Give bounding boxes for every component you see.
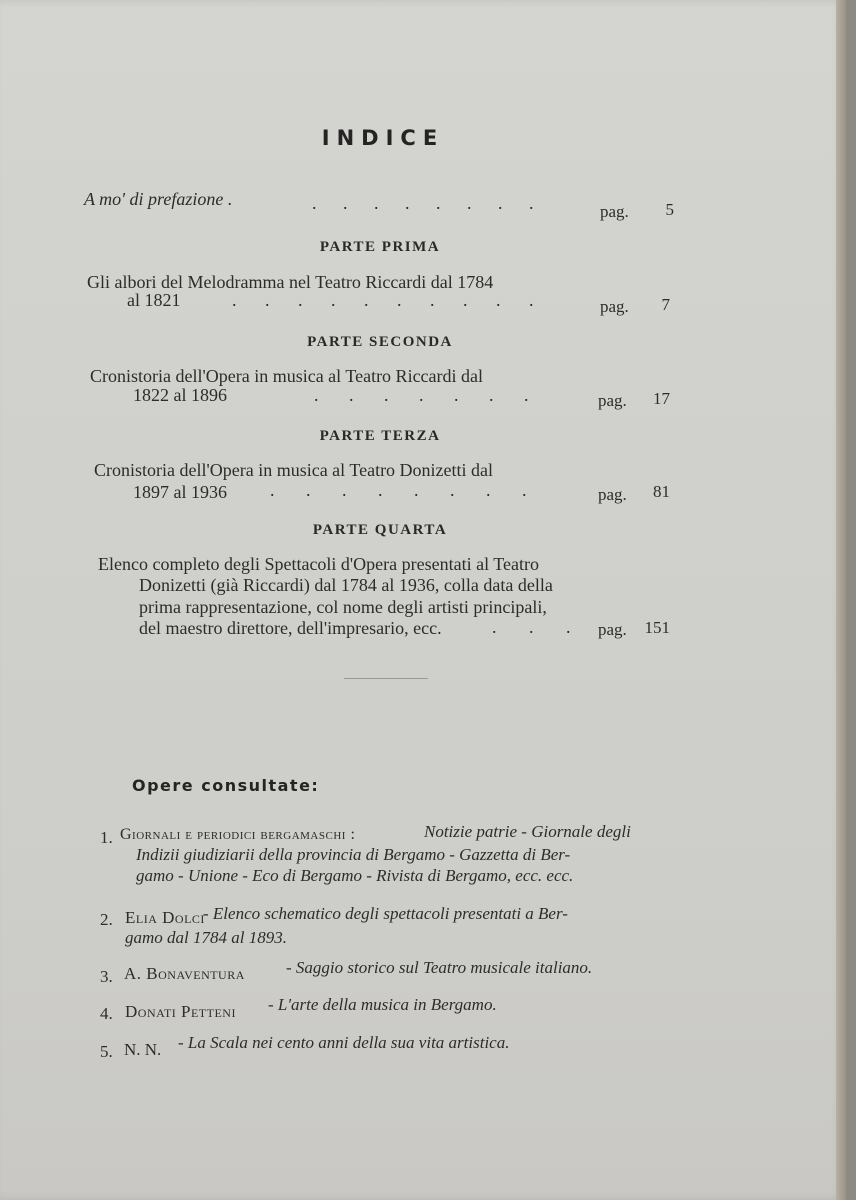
part-entry-line: 1822 al 1896	[133, 385, 227, 405]
preface-page-number: 5	[665, 200, 674, 219]
source-title: - Elenco schematico degli spettacoli presentati a Ber-	[203, 904, 568, 923]
sources-heading: Opere consultate:	[132, 776, 320, 795]
part-heading: PARTE PRIMA	[319, 239, 441, 255]
source-title: - L'arte della musica in Bergamo.	[268, 995, 497, 1014]
part-heading: PARTE TERZA	[319, 428, 441, 444]
source-title: gamo - Unione - Eco di Bergamo - Rivista di Bergamo, ecc. ecc.	[136, 866, 574, 885]
part-entry-dots: . . . . . . . . . .	[232, 290, 534, 310]
page-edge	[836, 0, 846, 1200]
source-title: Indizii giudiziarii della provincia di Bergamo - Gazzetta di Ber-	[136, 845, 571, 864]
source-number: 4.	[100, 1004, 113, 1023]
index-title: INDICE	[321, 126, 445, 150]
part-entry-pag: pag.	[600, 297, 629, 316]
part-entry-line: 1897 al 1936	[133, 482, 227, 502]
part-entry-line: Gli albori del Melodramma nel Teatro Riccardi dal 1784	[87, 272, 494, 292]
part-entry-pag: pag.	[598, 485, 627, 504]
part-entry-pag: pag.	[598, 620, 627, 639]
source-number: 1.	[100, 828, 113, 847]
part-entry-dots: . . .	[492, 617, 571, 637]
part-entry-line: Cronistoria dell'Opera in musica al Teatro Riccardi dal	[90, 366, 484, 386]
part-entry-line: prima rappresentazione, col nome degli artisti principali,	[139, 597, 547, 617]
source-author: N. N.	[124, 1040, 162, 1059]
part-entry-line: Elenco completo degli Spettacoli d'Opera presentati al Teatro	[98, 554, 539, 574]
part-heading: PARTE SECONDA	[307, 334, 453, 350]
part-entry-page-number: 151	[644, 618, 670, 637]
part-heading: PARTE QUARTA	[312, 522, 448, 538]
part-entry-line: al 1821	[127, 290, 181, 310]
part-entry-line: Donizetti (già Riccardi) dal 1784 al 1936, colla data della	[139, 575, 553, 595]
source-title: gamo dal 1784 al 1893.	[125, 928, 287, 947]
part-entry-dots: . . . . . . . .	[270, 480, 527, 500]
source-title: Notizie patrie - Giornale degli	[424, 822, 631, 841]
preface-pag: pag.	[600, 202, 629, 221]
part-entry-page-number: 81	[653, 482, 670, 501]
source-number: 2.	[100, 910, 113, 929]
preface-label: A mo' di prefazione .	[84, 189, 233, 209]
source-author: Donati Petteni	[125, 1002, 236, 1021]
part-entry-pag: pag.	[598, 391, 627, 410]
separator-rule	[344, 678, 428, 679]
part-entry-line: del maestro direttore, dell'impresario, ecc.	[139, 618, 442, 638]
source-author: A. Bonaventura	[124, 964, 245, 983]
source-title: - La Scala nei cento anni della sua vita artistica.	[178, 1033, 510, 1052]
part-entry-page-number: 7	[661, 295, 670, 314]
source-title: - Saggio storico sul Teatro musicale italiano.	[286, 958, 593, 977]
source-author: Giornali e periodici bergamaschi :	[120, 826, 356, 843]
part-entry-line: Cronistoria dell'Opera in musica al Teatro Donizetti dal	[94, 460, 494, 480]
source-number: 3.	[100, 967, 113, 986]
preface-dots: . . . . . . . .	[312, 193, 534, 213]
part-entry-page-number: 17	[653, 389, 670, 408]
source-number: 5.	[100, 1042, 113, 1061]
source-author: Elia Dolci	[125, 908, 205, 927]
part-entry-dots: . . . . . . .	[314, 385, 529, 405]
